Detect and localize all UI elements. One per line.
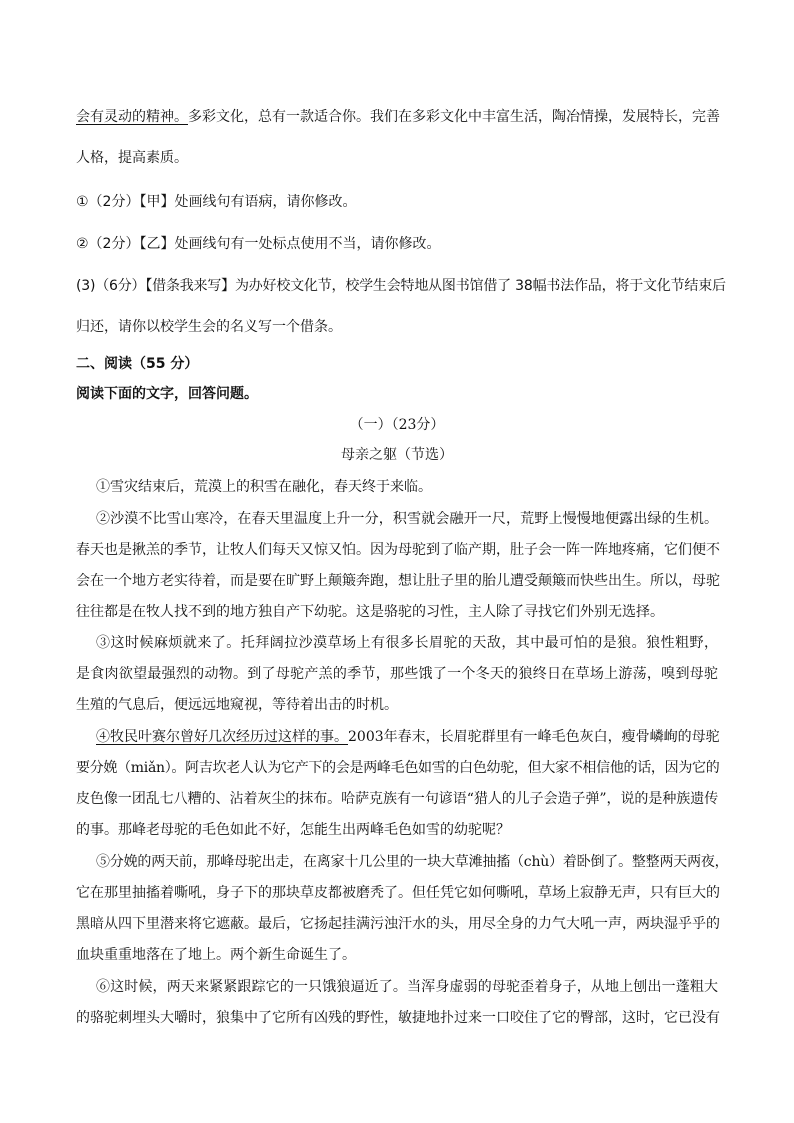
paragraph-6-line-1: ⑥这时候，两天来紧紧跟踪它的一只饿狼逼近了。当浑身虚弱的母驼歪着身子，从地上刨出一蓬粗大 <box>96 979 718 995</box>
paragraph-5-line-2: 它在那里抽搐着嘶吼，身子下的那块草皮都被磨秃了。但任凭它如何嘶吼，草场上寂静无声，只有巨大的 <box>76 885 720 901</box>
paragraph-6-line-2: 的骆驼刺埋头大嚼时，狼集中了它所有凶残的野性，敏捷地扑过来一口咬住了它的臀部，这时，它已没有 <box>76 1010 720 1026</box>
question-2: ②（2分）【乙】处画线句有一处标点使用不当，请你修改。 <box>76 236 441 252</box>
paragraph-3-line-1: ③这时候麻烦就来了。托拜阔拉沙漠草场上有很多长眉驼的天敌，其中最可怕的是狼。狼性粗野， <box>96 635 718 651</box>
paragraph-4-line-2: 要分娩（miǎn）。阿吉坎老人认为它产下的会是两峰毛色如雪的白色幼驼，但大家不相信他的话，因为它的 <box>76 760 720 776</box>
question-3-line-2: 归还，请你以校学生会的名义写一个借条。 <box>76 319 342 335</box>
paragraph-2-line-3: 会在一个地方老实待着，而是要在旷野上颠簸奔跑，想让肚子里的胎儿遭受颠簸而快些出生。所以，母驼 <box>76 573 720 589</box>
top-text-line-2: 人格，提高素质。 <box>76 150 188 166</box>
paragraph-4-line-1-rest: 2003年春末，长眉驼群里有一峰毛色灰白，瘦骨嶙峋的母驼 <box>348 729 720 745</box>
paragraph-2-line-1: ②沙漠不比雪山寒冷，在春天里温度上升一分，积雪就会融开一尺，荒野上慢慢地便露出绿的生机。 <box>96 511 718 527</box>
part-heading: （一）（23分） <box>349 417 445 433</box>
paragraph-4-line-4: 的事。那峰老母驼的毛色如此不好，怎能生出两峰毛色如雪的幼驼呢？ <box>76 822 510 838</box>
question-3-line-1: (3)（6分）【借条我来写】为办好校文化节，校学生会特地从图书馆借了 38幅书法作品，将于文化节结束后 <box>76 278 726 294</box>
paragraph-4-line-3: 皮色像一团乱七八糟的、沾着灰尘的抹布。哈萨克族有一句谚语“猎人的儿子会造子弹”，说的是种族遗传 <box>76 791 718 807</box>
underlined-sentence-4: ④牧民叶赛尔曾好几次经历过这样的事。 <box>96 729 348 745</box>
underlined-sentence-jia: 会有灵动的精神。 <box>76 109 188 125</box>
paragraph-5-line-3: 黑暗从四下里潜来将它遮蔽。最后，它扬起挂满污浊汗水的头，用尽全身的力气大吼一声，两块湿乎乎的 <box>76 916 720 932</box>
paragraph-4-line-1 <box>96 726 718 746</box>
paragraph-1: ①雪灾结束后，荒漠上的积雪在融化，春天终于来临。 <box>96 479 432 495</box>
paragraph-5-line-1: ⑤分娩的两天前，那峰母驼出走，在离家十几公里的一块大草滩抽搐（chù）着卧倒了。整整两天两夜， <box>96 854 729 870</box>
paragraph-2-line-4: 往往都是在牧人找不到的地方独自产下幼驼。这是骆驼的习性，主人除了寻找它们外别无选择。 <box>76 604 664 620</box>
essay-title: 母亲之躯（节选） <box>341 447 453 463</box>
question-1: ①（2分）【甲】处画线句有语病，请你修改。 <box>76 194 357 210</box>
paragraph-3-line-2: 是食肉欲望最强烈的动物。到了母驼产羔的季节，那些饿了一个冬天的狼终日在草场上游荡，嗅到母驼 <box>76 666 718 682</box>
paragraph-5-line-4: 血块重重地落在了地上。两个新生命诞生了。 <box>76 947 356 963</box>
section-instruction: 阅读下面的文字，回答问题。 <box>76 386 258 402</box>
top-text-line-1-rest: 多彩文化，总有一款适合你。我们在多彩文化中丰富生活，陶冶情操，发展特长，完善 <box>188 109 720 125</box>
paragraph-2-line-2: 春天也是揪羔的季节，让牧人们每天又惊又怕。因为母驼到了临产期，肚子会一阵一阵地疼痛，它们便不 <box>76 542 720 558</box>
paragraph-3-line-3: 生殖的气息后，便远远地窥视，等待着出击的时机。 <box>76 697 398 713</box>
top-text-line-1 <box>76 106 718 126</box>
section-title: 二、阅读（55 分） <box>76 356 199 372</box>
